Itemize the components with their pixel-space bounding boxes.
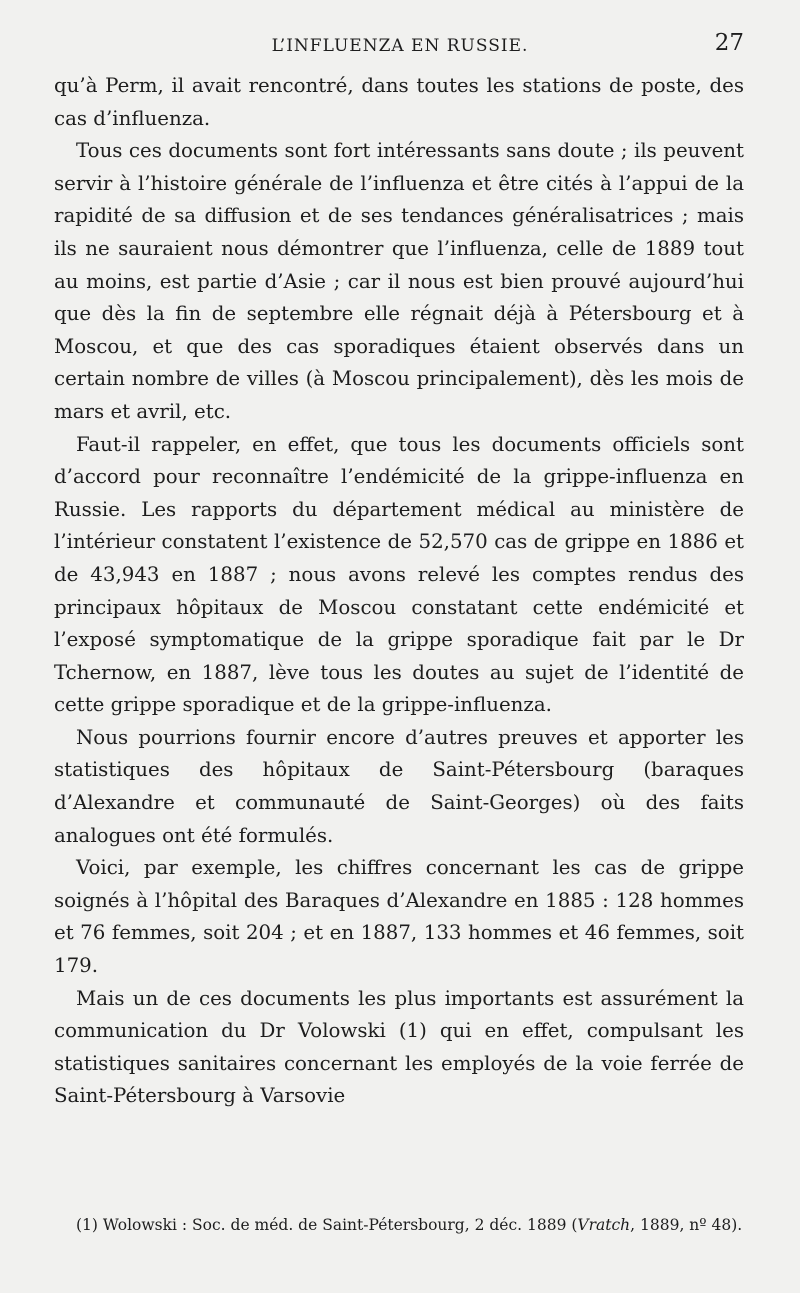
footnote-journal: Vratch bbox=[577, 1216, 631, 1234]
paragraph: Tous ces documents sont fort intéressants sans doute ; ils peuvent servir à l’histoire générale de l’influenza et être cités à l’appui de la rapidité de sa diffusion et de ses tendances généralisatrices ; mais ils ne sauraient nous démontrer que l’influenza, celle de 1889 tout au moins, est partie d’Asie ; car il nous est bien prouvé aujourd’hui que dès la fin de septembre elle régnait déjà à Pétersbourg et à Moscou, et que des cas sporadiques étaient observés dans un certain nombre de villes (à Moscou principalement), dès les mois de mars et avril, etc. bbox=[54, 139, 744, 423]
body-text bbox=[54, 70, 744, 1113]
footnote bbox=[54, 1213, 744, 1238]
footnote-tail: , 1889, nº 48). bbox=[630, 1216, 743, 1234]
page-number: 27 bbox=[714, 30, 744, 56]
paragraph-continued: qu’à Perm, il avait rencontré, dans toutes les stations de poste, des cas d’influenza. bbox=[54, 74, 744, 130]
paragraph: Nous pourrions fournir encore d’autres preuves et apporter les statistiques des hôpitaux de Saint-Pétersbourg (baraques d’Alexandre et communauté de Saint-Georges) où des faits analogues ont été formulés. bbox=[54, 725, 744, 847]
running-head: L’INFLUENZA EN RUSSIE. bbox=[271, 36, 529, 56]
page-header bbox=[54, 30, 746, 64]
paragraph: Faut-il rappeler, en effet, que tous les documents officiels sont d’accord pour reconnaître l’endémicité de la grippe-influenza en Russie. Les rapports du département médical au ministère de l’intérieur constatent l’existence de 52,570 cas de grippe en 1886 et de 43,943 en 1887 ; nous avons relevé les comptes rendus des principaux hôpitaux de Moscou constatant cette endémicité et l’exposé symptomatique de la grippe sporadique fait par le Dr Tchernow, en 1887, lève tous les doutes au sujet de l’identité de cette grippe sporadique et de la grippe-influenza. bbox=[54, 432, 744, 717]
footnote-text: (1) Wolowski : Soc. de méd. de Saint-Pétersbourg, 2 déc. 1889 ( bbox=[76, 1216, 578, 1234]
paragraph: Voici, par exemple, les chiffres concernant les cas de grippe soignés à l’hôpital des Baraques d’Alexandre en 1885 : 128 hommes et 76 femmes, soit 204 ; et en 1887, 133 hommes et 46 femmes, soit 179. bbox=[54, 856, 744, 978]
paragraph: Mais un de ces documents les plus importants est assurément la communication du Dr Volowski (1) qui en effet, compulsant les statistiques sanitaires concernant les employés de la voie ferrée de Saint-Pétersbourg à Varsovie bbox=[54, 986, 744, 1108]
